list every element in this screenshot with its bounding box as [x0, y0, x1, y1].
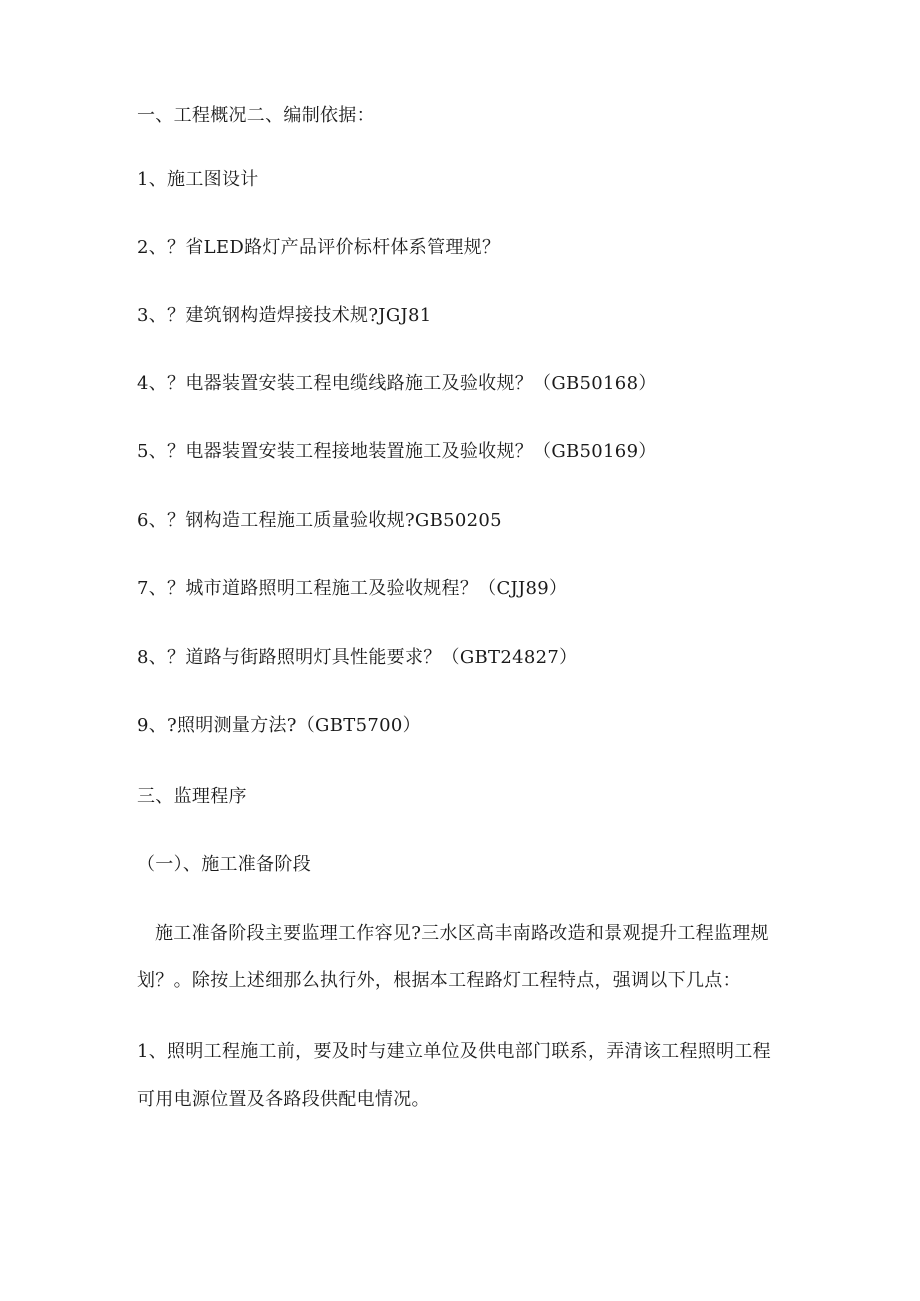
body-paragraph-item-1 [137, 1040, 787, 1064]
reference-item-7: 7、？城市道路照明工程施工及验收规程？（CJJ89） [137, 578, 568, 599]
body-paragraph-preparation-line-1: 施工准备阶段主要监理工作容见?三水区高丰南路改造和景观提升工程监理规 [155, 923, 769, 944]
section-heading-supervision-procedure: 三、监理程序 [137, 786, 247, 807]
reference-item-9: 9、?照明测量方法?（GBT5700） [137, 715, 421, 736]
body-paragraph-preparation-continued [137, 969, 787, 993]
body-paragraph-item-1-continued [137, 1088, 787, 1112]
subsection-heading-preparation-stage: （一）、施工准备阶段 [137, 854, 311, 875]
reference-item-4: 4、？电器装置安装工程电缆线路施工及验收规？（GB50168） [137, 373, 657, 394]
reference-item-3: 3、？建筑钢构造焊接技术规?JGJ81 [137, 305, 432, 326]
reference-item-8: 8、？道路与街路照明灯具性能要求？（GBT24827） [137, 647, 578, 668]
section-heading-overview-basis: 一、工程概况二、编制依据： [137, 105, 375, 126]
reference-item-2: 2、？省LED路灯产品评价标杆体系管理规？ [137, 237, 501, 258]
body-paragraph-preparation [137, 922, 787, 946]
body-paragraph-preparation-line-2: 划？。除按上述细那么执行外，根据本工程路灯工程特点，强调以下几点： [137, 970, 741, 991]
reference-item-5: 5、？电器装置安装工程接地装置施工及验收规？（GB50169） [137, 441, 657, 462]
reference-item-1: 1、施工图设计 [137, 169, 259, 190]
body-paragraph-item-1-line-2: 可用电源位置及各路段供配电情况。 [137, 1089, 430, 1110]
reference-item-6: 6、？钢构造工程施工质量验收规?GB50205 [137, 510, 502, 531]
body-paragraph-item-1-line-1: 1、照明工程施工前，要及时与建立单位及供电部门联系，弄清该工程照明工程 [137, 1041, 771, 1062]
